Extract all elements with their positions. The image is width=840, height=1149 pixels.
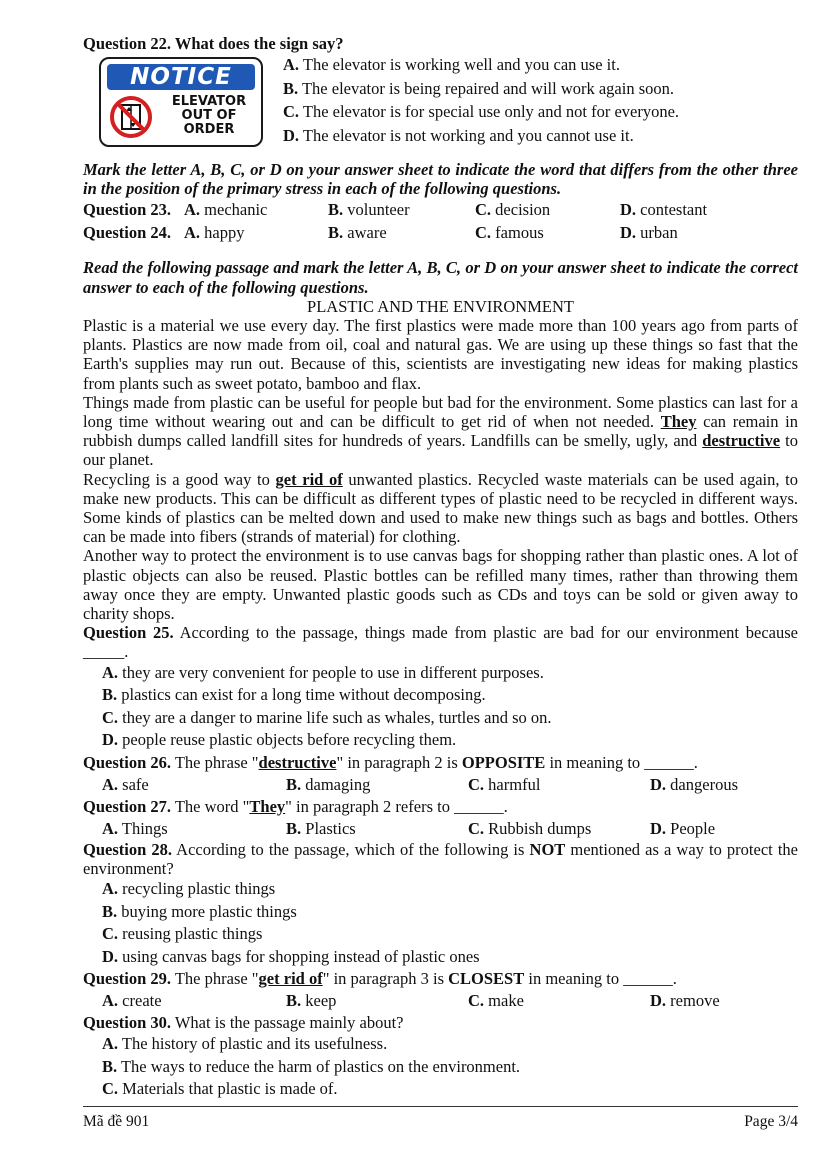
option-a[interactable]: A. safe xyxy=(102,774,149,794)
question-30: Question 30. What is the passage mainly about? xyxy=(83,1013,404,1033)
sign-line-2: OUT OF xyxy=(181,108,237,123)
question-23-head: Question 23. xyxy=(83,200,172,220)
option-b[interactable]: B. plastics can exist for a long time without decomposing. xyxy=(102,685,486,705)
passage-title: PLASTIC AND THE ENVIRONMENT xyxy=(307,296,574,316)
option-d[interactable]: D. dangerous xyxy=(650,774,738,794)
option-c[interactable]: C. The elevator is for special use only and not for everyone. xyxy=(283,102,680,121)
question-29-options xyxy=(83,989,798,1012)
no-elevator-icon xyxy=(109,95,153,139)
option-d[interactable]: D. urban xyxy=(620,223,678,243)
question-24-head: Question 24. xyxy=(83,223,172,243)
option-d[interactable]: D. people reuse plastic objects before recycling them. xyxy=(102,730,457,750)
notice-banner: NOTICE xyxy=(107,64,255,90)
option-d[interactable]: D. contestant xyxy=(620,200,708,220)
exam-code: Mã đề 901 xyxy=(83,1113,150,1130)
sign-line-1: ELEVATOR xyxy=(171,94,247,109)
option-c[interactable]: C. decision xyxy=(475,200,551,220)
question-29: Question 29. The phrase "get rid of" in paragraph 3 is CLOSEST in meaning to ______. xyxy=(83,969,677,989)
stress-instruction: Mark the letter A, B, C, or D on your answer sheet to indicate the word that differs from the other three in the position of the primary stress in each of the following questions. xyxy=(83,160,798,199)
option-b[interactable]: B. buying more plastic things xyxy=(102,901,297,921)
question-25: Question 25. According to the passage, things made from plastic are bad for our environment because _____. xyxy=(83,623,798,662)
page-footer xyxy=(83,1106,798,1130)
question-27-options xyxy=(83,817,798,840)
question-23 xyxy=(83,198,798,221)
option-b[interactable]: B. aware xyxy=(328,223,387,243)
option-b[interactable]: B. keep xyxy=(286,991,337,1011)
option-b[interactable]: B. The elevator is being repaired and will work again soon. xyxy=(283,78,675,98)
option-b[interactable]: B. The ways to reduce the harm of plastics on the environment. xyxy=(102,1056,521,1076)
option-c[interactable]: C. famous xyxy=(475,223,544,243)
option-c[interactable]: C. Rubbish dumps xyxy=(468,818,592,838)
option-a[interactable]: A. create xyxy=(102,991,162,1011)
option-d[interactable]: D. using canvas bags for shopping instead of plastic ones xyxy=(102,946,480,966)
option-b[interactable]: B. damaging xyxy=(286,774,371,794)
paragraph-4: Another way to protect the environment is to use canvas bags for shopping rather than plastic ones. A lot of plastic objects can also be reused. Plastic bottles can be refilled many times, rather than throwing them away once they are empty. Unwanted plastic goods such as CDs and toys can be sold or given away to charity shops. xyxy=(83,546,798,624)
question-22-head: Question 22. What does the sign say? xyxy=(83,34,344,53)
paragraph-3: Recycling is a good way to get rid of unwanted plastics. Recycled waste materials can be used again, to make new products. This can be difficult as different types of plastic need to be recycled in different ways. Some kinds of plastics can be melted down and used to make new things such as bags and bottles. Others can be made into fibers (strands of material) for clothing. xyxy=(83,469,798,547)
paragraph-2: Things made from plastic can be useful for people but bad for the environment. Some plastics can last for a long time without wearing out and can be difficult to get rid of when not needed. They can remain in rubbish dumps called landfill sites for hundreds of years. Landfills can be smelly, ugly, and destructive to our planet. xyxy=(83,392,798,470)
option-c[interactable]: C. make xyxy=(468,991,524,1011)
option-a[interactable]: A. happy xyxy=(184,223,245,243)
option-a[interactable]: A. mechanic xyxy=(184,200,268,220)
option-c[interactable]: C. harmful xyxy=(468,774,541,794)
spacer xyxy=(83,146,798,160)
option-c[interactable]: C. Materials that plastic is made of. xyxy=(102,1079,338,1099)
option-a[interactable]: A. The elevator is working well and you can use it. xyxy=(283,55,620,74)
option-a[interactable]: A. recycling plastic things xyxy=(102,879,276,899)
notice-sign xyxy=(99,57,263,147)
question-26: Question 26. The phrase "destructive" in paragraph 2 is OPPOSITE in meaning to ______. xyxy=(83,752,698,772)
question-24 xyxy=(83,221,798,244)
page-number: Page 3/4 xyxy=(744,1113,798,1130)
exam-page xyxy=(83,34,798,1101)
paragraph-1: Plastic is a material we use every day. The first plastics were made more than 100 years ago from parts of plants. Plastics are now made from oil, coal and natural gas. We are using up these things so fast that the Earth's supplies may run out. Because of this, scientists are investigating new ideas for making plastics from plants such as sweet potato, bamboo and flax. xyxy=(83,316,798,393)
option-a[interactable]: A. Things xyxy=(102,818,168,838)
reading-instruction: Read the following passage and mark the letter A, B, C, or D on your answer sheet to indicate the correct answer to each of the following questions. xyxy=(83,258,798,297)
sign-line-3: ORDER xyxy=(183,122,235,137)
option-d[interactable]: D. remove xyxy=(650,991,720,1011)
option-d[interactable]: D. The elevator is not working and you cannot use it. xyxy=(283,125,634,145)
option-b[interactable]: B. Plastics xyxy=(286,818,356,838)
option-c[interactable]: C. they are a danger to marine life such as whales, turtles and so on. xyxy=(102,707,552,727)
question-26-options xyxy=(83,773,798,796)
spacer xyxy=(83,244,798,258)
option-a[interactable]: A. The history of plastic and its usefulness. xyxy=(102,1034,388,1054)
option-d[interactable]: D. People xyxy=(650,818,716,838)
question-28: Question 28. According to the passage, which of the following is NOT mentioned as a way to protect the environment? xyxy=(83,839,798,878)
option-c[interactable]: C. reusing plastic things xyxy=(102,924,263,944)
question-22-options xyxy=(283,53,679,147)
option-a[interactable]: A. they are very convenient for people to use in different purposes. xyxy=(102,662,544,682)
question-27: Question 27. The word "They" in paragraph 2 refers to ______. xyxy=(83,796,508,816)
question-22 xyxy=(83,34,798,146)
sign-text xyxy=(161,95,257,137)
option-b[interactable]: B. volunteer xyxy=(328,200,410,220)
